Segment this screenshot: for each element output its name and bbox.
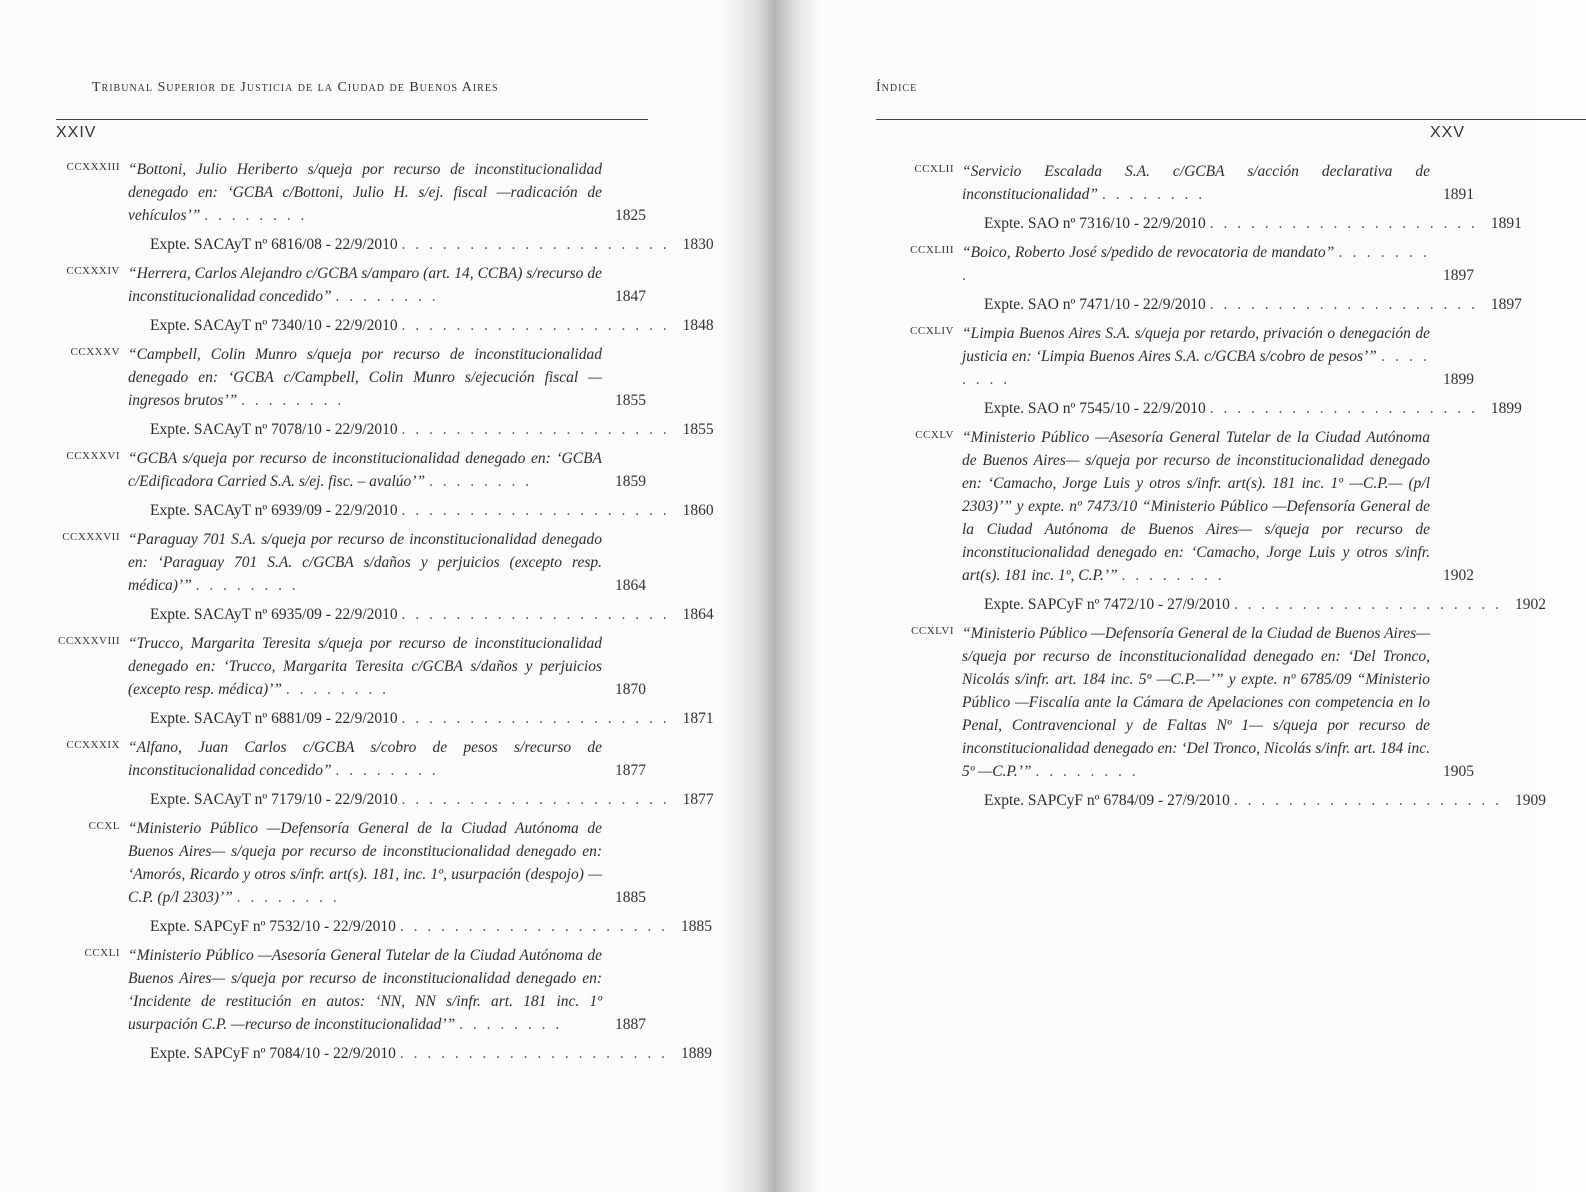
entry-expte: Expte. SACAyT nº 7340/10 - 22/9/2010 . . . . . . . . . . . . . . . . . . . . [150,317,670,334]
entry-expte: Expte. SAPCyF nº 7084/10 - 22/9/2010 . . . . . . . . . . . . . . . . . . . . [150,1045,668,1062]
entry-numeral: CCXXXVII [62,531,120,543]
entry-numeral: CCXXXVIII [58,635,120,647]
dot-leader: . . . . . . . . [335,762,439,779]
entry-title-line [128,158,646,227]
entry-expte: Expte. SACAyT nº 6935/09 - 22/9/2010 . . . . . . . . . . . . . . . . . . . . [150,606,670,623]
dot-leader: . . . . . . . . . . . . . . . . . . . . [399,1045,668,1062]
entry-numeral: CCXLV [915,429,954,441]
dot-leader: . . . . . . . . . . . . . . . . . . . . [1233,596,1502,613]
entry-numeral: CCXL [88,820,120,832]
dot-leader: . . . . . . . . [236,889,340,906]
dot-leader: . . . . . . . . [1121,567,1225,584]
entry-expte-page-number: 1855 [682,421,714,438]
index-entry [42,817,712,938]
entry-expte-line [150,418,714,441]
dot-leader: . . . . . . . . . . . . . . . . . . . . [401,791,670,808]
dot-leader: . . . . . . . . . . . . . . . . . . . . [401,236,670,253]
entry-expte-line [984,293,1522,316]
entry-expte-line [984,593,1546,616]
entry-expte-line [984,789,1546,812]
entry-expte-page-number: 1889 [680,1045,712,1062]
entry-numeral: CCXLIV [910,325,954,337]
dot-leader: . . . . . . . . . . . . . . . . . . . . [401,606,670,623]
entry-expte-page-number: 1860 [682,502,714,519]
entry-title: “Paraguay 701 S.A. s/queja por recurso de inconstitucionalidad denegado en: ‘Paraguay 701 S.A. c/GCBA s/daños y perjuicios (excepto resp. médica)’” . . . . . . . . [128,531,602,594]
dot-leader: . . . . . . . . . . . . . . . . . . . . [401,421,670,438]
entry-title: “Ministerio Público —Asesoría General Tutelar de la Ciudad Autónoma de Buenos Aires— s/queja por recurso de inconstitucionalidad denegado en: ‘Incidente de restitución en autos: ‘NN, NN s/infr. art. 181 inc. 1º usurpación C.P. —recurso de inconstitucionalidad’” . . . . . . . . [128,947,602,1033]
entry-title: “GCBA s/queja por recurso de inconstitucionalidad denegado en: ‘GCBA c/Edificadora Carried S.A. s/ej. fisc. – avalúo’” . . . . . . . . [128,450,602,490]
entry-page-number: 1902 [1443,567,1474,584]
entry-title: “Herrera, Carlos Alejandro c/GCBA s/amparo (art. 14, CCBA) s/recurso de inconstitucionalidad concedido” . . . . . . . . [128,265,602,305]
entry-expte-line [984,212,1522,235]
entry-expte: Expte. SACAyT nº 6939/09 - 22/9/2010 . . . . . . . . . . . . . . . . . . . . [150,502,670,519]
entry-page-number: 1897 [1443,267,1474,284]
left-page [0,0,760,1192]
index-entry [42,262,714,337]
entry-page-number: 1825 [615,207,646,224]
index-entry [880,622,1546,812]
entry-expte: Expte. SAPCyF nº 7472/10 - 27/9/2010 . . . . . . . . . . . . . . . . . . . . [984,596,1502,613]
dot-leader: . . . . . . . . . . . . . . . . . . . . [1209,400,1478,417]
entry-expte: Expte. SAPCyF nº 7532/10 - 22/9/2010 . . . . . . . . . . . . . . . . . . . . [150,918,668,935]
entry-expte-line [150,499,714,522]
index-entries [880,160,1546,818]
entry-numeral: CCXLIII [910,244,954,256]
index-entry [880,160,1522,235]
entry-expte-page-number: 1899 [1490,400,1522,417]
index-entry [42,632,714,730]
header-rule [876,119,1586,120]
entry-page-number: 1877 [615,762,646,779]
entry-title: “Trucco, Margarita Teresita s/queja por recurso de inconstitucionalidad denegado en: ‘Trucco, Margarita Teresita c/GCBA s/daños y perjuicios (excepto resp. médica)’” . . . . . . . . [128,635,602,698]
entry-title: “Ministerio Público —Asesoría General Tutelar de la Ciudad Autónoma de Buenos Aires— s/queja por recurso de inconstitucionalidad denegado en: ‘Camacho, Jorge Luis y otros s/infr. art(s). 181 inc. 1º —C.P.— (p/l 2303)’” y expte. nº 7473/10 “Ministerio Público —Defensoría General de la Ciudad Autónoma de Buenos Aires— s/queja por recurso de inconstitucionalidad denegado en: ‘Camacho, Jorge Luis y otros s/infr. art(s). 181 inc. 1º, C.P.’” . . . . . . . . [962,429,1430,584]
index-entry [880,322,1522,420]
entry-page-number: 1870 [615,681,646,698]
dot-leader: . . . . . . . . [241,392,345,409]
index-entry [42,528,714,626]
index-entry [42,447,714,522]
dot-leader: . . . . . . . . [428,473,533,490]
entry-numeral: CCXLII [914,163,954,175]
entry-title-line [128,736,646,782]
entry-expte-page-number: 1909 [1514,792,1546,809]
entry-expte: Expte. SAPCyF nº 6784/09 - 27/9/2010 . . . . . . . . . . . . . . . . . . . . [984,792,1502,809]
index-entries [42,158,714,1071]
entry-expte-page-number: 1830 [682,236,714,253]
index-entry [42,343,714,441]
header-rule [56,119,648,120]
dot-leader: . . . . . . . . [962,348,1430,388]
entry-title: “Alfano, Juan Carlos c/GCBA s/cobro de pesos s/recurso de inconstitucionalidad concedido” . . . . . . . . [128,739,602,779]
dot-leader: . . . . . . . . . . . . . . . . . . . . [399,918,668,935]
entry-expte: Expte. SACAyT nº 6881/09 - 22/9/2010 . . . . . . . . . . . . . . . . . . . . [150,710,670,727]
entry-expte-line [150,707,714,730]
entry-title-line [128,528,646,597]
entry-expte-line [150,915,712,938]
dot-leader: . . . . . . . . . . . . . . . . . . . . [1209,215,1478,232]
entry-page-number: 1859 [615,473,646,490]
dot-leader: . . . . . . . . . . . . . . . . . . . . [401,317,670,334]
dot-leader: . . . . . . . . . . . . . . . . . . . . [1209,296,1478,313]
entry-page-number: 1847 [615,288,646,305]
dot-leader: . . . . . . . . [195,577,299,594]
entry-expte: Expte. SAO nº 7545/10 - 22/9/2010 . . . . . . . . . . . . . . . . . . . . [984,400,1478,417]
entry-expte-page-number: 1891 [1490,215,1522,232]
index-entry [42,158,714,256]
index-entry [880,241,1522,316]
entry-title-line [962,426,1474,587]
entry-title-line [128,447,646,493]
entry-title-line [962,160,1474,206]
entry-page-number: 1885 [615,889,646,906]
entry-expte-page-number: 1877 [682,791,714,808]
entry-expte-page-number: 1871 [682,710,714,727]
entry-expte-page-number: 1902 [1514,596,1546,613]
dot-leader: . . . . . . . . [1101,186,1206,203]
entry-title-line [128,817,646,909]
index-entry [42,736,714,811]
entry-expte-page-number: 1885 [680,918,712,935]
entry-expte-page-number: 1848 [682,317,714,334]
entry-title-line [962,322,1474,391]
entry-expte: Expte. SAO nº 7471/10 - 22/9/2010 . . . . . . . . . . . . . . . . . . . . [984,296,1478,313]
entry-expte-line [984,397,1522,420]
dot-leader: . . . . . . . . . . . . . . . . . . . . [401,502,670,519]
dot-leader: . . . . . . . . . . . . . . . . . . . . [401,710,670,727]
entry-title-line [128,343,646,412]
index-entry [42,944,712,1065]
dot-leader: . . . . . . . . [204,207,308,224]
entry-title-line [962,622,1474,783]
entry-expte-line [150,603,714,626]
entry-expte: Expte. SAO nº 7316/10 - 22/9/2010 . . . . . . . . . . . . . . . . . . . . [984,215,1478,232]
entry-expte-line [150,1042,712,1065]
dot-leader: . . . . . . . . [335,288,439,305]
entry-numeral: CCXLI [84,947,120,959]
entry-page-number: 1899 [1443,371,1474,388]
entry-title: “Servicio Escalada S.A. c/GCBA s/acción declarativa de inconstitucionalidad” . . . . . . . . [962,163,1430,203]
entry-expte-line [150,788,714,811]
entry-page-number: 1864 [615,577,646,594]
entry-title-line [128,262,646,308]
entry-page-number: 1855 [615,392,646,409]
entry-title: “Campbell, Colin Munro s/queja por recurso de inconstitucionalidad denegado en: ‘GCBA c/Campbell, Colin Munro s/ejecución fiscal —ingresos brutos’” . . . . . . . . [128,346,602,409]
entry-title: “Ministerio Público —Defensoría General de la Ciudad Autónoma de Buenos Aires— s/queja por recurso de inconstitucionalidad denegado en: ‘Amorós, Ricardo y otros s/infr. art(s). 181, inc. 1º, usurpación (despojo) —C.P. (p/l 2303)’” . . . . . . . . [128,820,602,906]
entry-expte: Expte. SACAyT nº 7078/10 - 22/9/2010 . . . . . . . . . . . . . . . . . . . . [150,421,670,438]
page-folio: XXV [1430,124,1466,141]
page-folio: XXIV [56,124,97,141]
dot-leader: . . . . . . . . [962,244,1431,284]
entry-numeral: CCXXXVI [66,450,120,462]
entry-title: “Ministerio Público —Defensoría General de la Ciudad de Buenos Aires— s/queja por recurso de inconstitucionalidad denegado en: ‘Del Tronco, Nicolás s/infr. art. 184 inc. 5º —C.P.—’” y expte. nº 6785/09 “Ministerio Público —Fiscalía ante la Cámara de Apelaciones con competencia en lo Penal, Contravencional y de Faltas Nº 1— s/queja por recurso de inconstitucionalidad denegado en: ‘Del Tronco, Nicolás s/infr. art. 184 inc. 5º —C.P.’” . . . . . . . . [962,625,1430,780]
entry-page-number: 1905 [1443,763,1474,780]
entry-numeral: CCXXXV [70,346,120,358]
entry-expte-page-number: 1897 [1490,296,1522,313]
entry-page-number: 1891 [1443,186,1474,203]
running-head: Índice [876,80,918,95]
entry-title: “Limpia Buenos Aires S.A. s/queja por retardo, privación o denegación de justicia en: ‘Limpia Buenos Aires S.A. c/GCBA s/cobro de pesos’” . . . . . . . . [962,325,1430,388]
index-entry [880,426,1546,616]
entry-expte: Expte. SACAyT nº 6816/08 - 22/9/2010 . . . . . . . . . . . . . . . . . . . . [150,236,670,253]
entry-numeral: CCXXXIV [66,265,120,277]
entry-expte-line [150,233,714,256]
entry-numeral: CCXXXIX [66,739,120,751]
entry-page-number: 1887 [615,1016,646,1033]
entry-title-line [128,632,646,701]
running-head: Tribunal Superior de Justicia de la Ciudad de Buenos Aires [92,80,499,95]
entry-expte-line [150,314,714,337]
entry-numeral: CCXXXIII [66,161,120,173]
entry-title: “Boico, Roberto José s/pedido de revocatoria de mandato” . . . . . . . . [962,244,1431,284]
dot-leader: . . . . . . . . . . . . . . . . . . . . [1233,792,1502,809]
right-page [760,0,1546,1192]
dot-leader: . . . . . . . . [459,1016,563,1033]
dot-leader: . . . . . . . . [1035,763,1139,780]
entry-expte: Expte. SACAyT nº 7179/10 - 22/9/2010 . . . . . . . . . . . . . . . . . . . . [150,791,670,808]
entry-numeral: CCXLVI [911,625,954,637]
entry-title: “Bottoni, Julio Heriberto s/queja por recurso de inconstitucionalidad denegado en: ‘GCBA c/Bottoni, Julio H. s/ej. fiscal —radicación de vehículos’” . . . . . . . . [128,161,602,224]
dot-leader: . . . . . . . . [285,681,389,698]
entry-expte-page-number: 1864 [682,606,714,623]
entry-title-line [128,944,646,1036]
entry-title-line [962,241,1474,287]
